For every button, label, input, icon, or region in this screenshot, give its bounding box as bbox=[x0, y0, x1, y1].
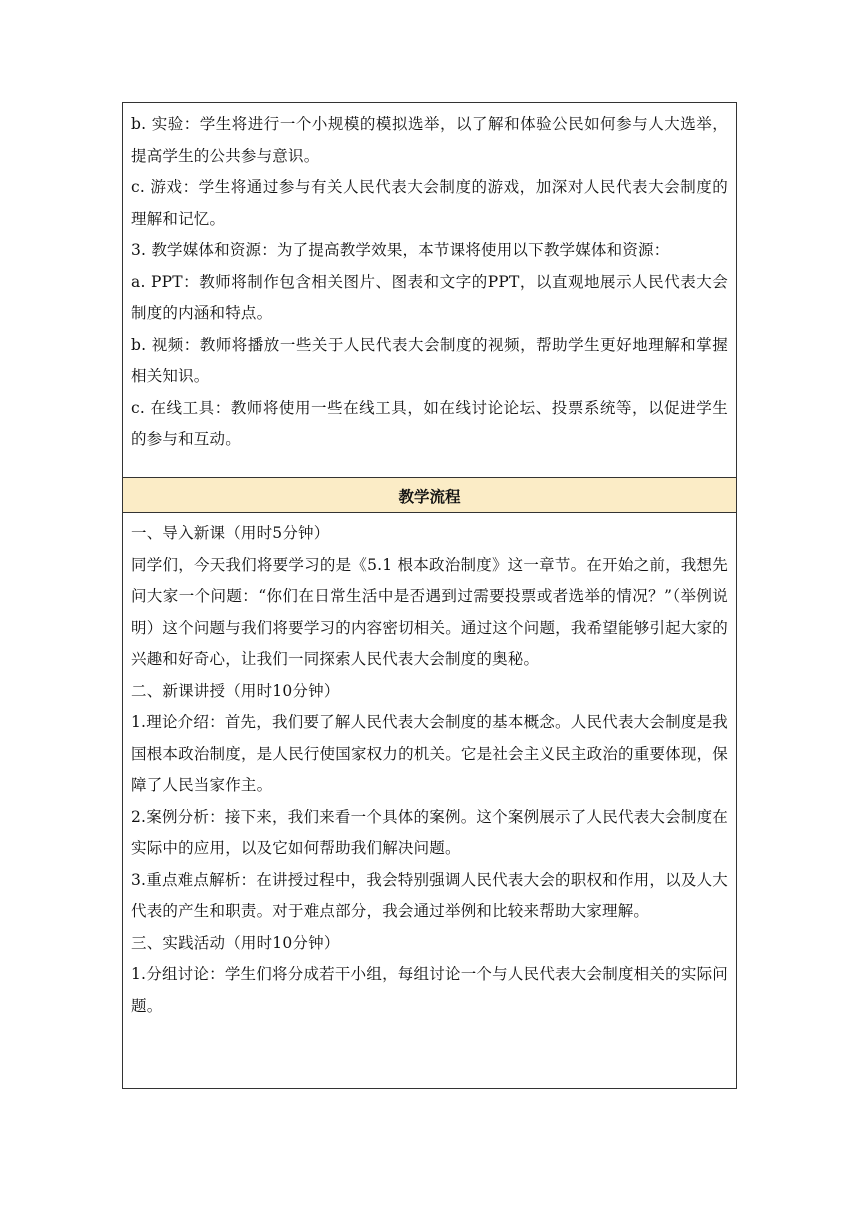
paragraph-video: b. 视频：教师将播放一些关于人民代表大会制度的视频，帮助学生更好地理解和掌握相关知识。 bbox=[131, 335, 728, 385]
teaching-process-cell bbox=[123, 513, 736, 1088]
lesson-plan-table bbox=[122, 102, 737, 1089]
heading-new-lesson: 二、新课讲授（用时10分钟） bbox=[131, 681, 340, 700]
paragraph-introduction: 同学们，今天我们将要学习的是《5.1 根本政治制度》这一章节。在开始之前，我想先问大家一个问题：“你们在日常生活中是否遇到过需要投票或者选举的情况？”（举例说明）这个问题与我们将要学习的内容密切相关。通过这个问题，我希望能够引起大家的兴趣和好奇心，让我们一同探索人民代表大会制度的奥秘。 bbox=[131, 555, 728, 668]
paragraph-online-tools: c. 在线工具：教师将使用一些在线工具，如在线讨论论坛、投票系统等，以促进学生的参与和互动。 bbox=[131, 398, 728, 448]
teaching-methods-cell bbox=[123, 103, 736, 478]
paragraph-game: c. 游戏：学生将通过参与有关人民代表大会制度的游戏，加深对人民代表大会制度的理解和记忆。 bbox=[131, 178, 728, 228]
paragraph-experiment: b. 实验：学生将进行一个小规模的模拟选举，以了解和体验公民如何参与人大选举，提高学生的公共参与意识。 bbox=[131, 115, 728, 165]
heading-practice: 三、实践活动（用时10分钟） bbox=[131, 933, 340, 952]
paragraph-theory: 1.理论介绍：首先，我们要了解人民代表大会制度的基本概念。人民代表大会制度是我国根本政治制度，是人民行使国家权力的机关。它是社会主义民主政治的重要体现，保障了人民当家作主。 bbox=[131, 713, 728, 794]
heading-introduction: 一、导入新课（用时5分钟） bbox=[131, 524, 330, 542]
teaching-process-header: 教学流程 bbox=[123, 478, 736, 513]
paragraph-ppt: a. PPT：教师将制作包含相关图片、图表和文字的PPT，以直观地展示人民代表大会制度的内涵和特点。 bbox=[131, 272, 728, 322]
paragraph-case-study: 2.案例分析：接下来，我们来看一个具体的案例。这个案例展示了人民代表大会制度在实际中的应用，以及它如何帮助我们解决问题。 bbox=[131, 807, 728, 857]
paragraph-key-points: 3.重点难点解析：在讲授过程中，我会特别强调人民代表大会的职权和作用，以及人大代表的产生和职责。对于难点部分，我会通过举例和比较来帮助大家理解。 bbox=[131, 870, 728, 920]
paragraph-group-discussion: 1.分组讨论：学生们将分成若干小组，每组讨论一个与人民代表大会制度相关的实际问题。 bbox=[131, 965, 728, 1015]
paragraph-media-resources: 3. 教学媒体和资源：为了提高教学效果，本节课将使用以下教学媒体和资源： bbox=[131, 241, 670, 259]
